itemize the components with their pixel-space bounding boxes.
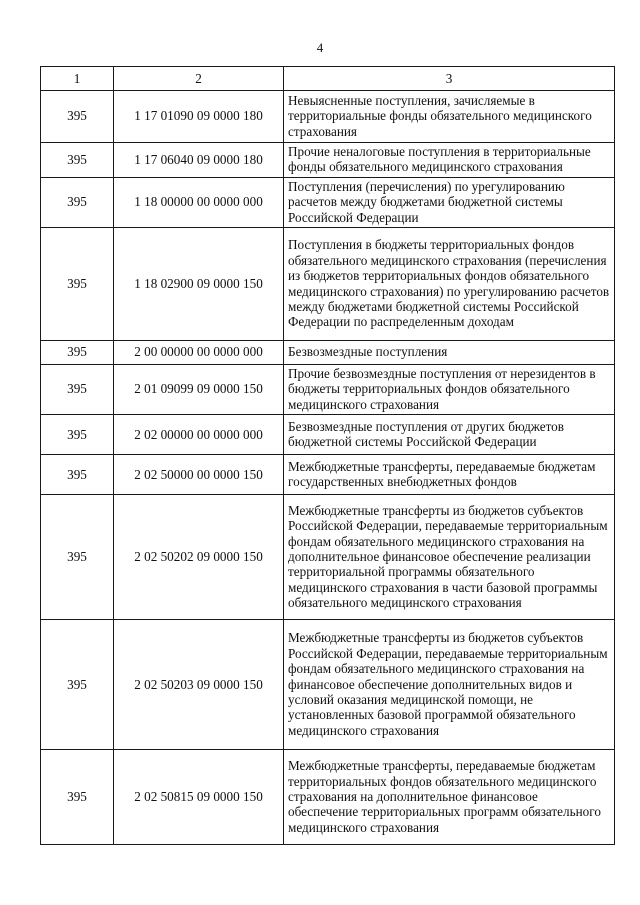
admin-code-cell: 395 bbox=[41, 495, 114, 620]
header-cell: 1 bbox=[41, 67, 114, 91]
revenue-name-cell: Межбюджетные трансферты, передаваемые бюджетам территориальных фондов обязательного медицинского страхования на дополнительное финансовое обеспечение территориальных программ обязательного медицинского страхования bbox=[284, 750, 615, 845]
admin-code-cell: 395 bbox=[41, 620, 114, 750]
budget-code-cell: 1 18 02900 09 0000 150 bbox=[114, 228, 284, 341]
table-row bbox=[41, 620, 615, 750]
revenue-name-cell: Невыясненные поступления, зачисляемые в территориальные фонды обязательного медицинского страхования bbox=[284, 91, 615, 143]
table-row bbox=[41, 228, 615, 341]
table-row bbox=[41, 143, 615, 178]
budget-code-cell: 1 17 06040 09 0000 180 bbox=[114, 143, 284, 178]
admin-code-cell: 395 bbox=[41, 455, 114, 495]
admin-code-cell: 395 bbox=[41, 365, 114, 415]
table-row bbox=[41, 177, 615, 227]
revenue-name-cell: Безвозмездные поступления от других бюджетов бюджетной системы Российской Федерации bbox=[284, 415, 615, 455]
admin-code-cell: 395 bbox=[41, 91, 114, 143]
budget-code-cell: 2 01 09099 09 0000 150 bbox=[114, 365, 284, 415]
admin-code-cell: 395 bbox=[41, 177, 114, 227]
admin-code-cell: 395 bbox=[41, 228, 114, 341]
revenue-name-cell: Прочие неналоговые поступления в территориальные фонды обязательного медицинского страхования bbox=[284, 143, 615, 178]
budget-code-cell: 1 17 01090 09 0000 180 bbox=[114, 91, 284, 143]
revenue-name-cell: Межбюджетные трансферты, передаваемые бюджетам государственных внебюджетных фондов bbox=[284, 455, 615, 495]
table-header-row bbox=[41, 67, 615, 91]
budget-code-cell: 2 02 00000 00 0000 000 bbox=[114, 415, 284, 455]
admin-code-cell: 395 bbox=[41, 415, 114, 455]
budget-code-cell: 2 00 00000 00 0000 000 bbox=[114, 341, 284, 365]
table-row bbox=[41, 750, 615, 845]
budget-codes-table bbox=[40, 66, 615, 845]
header-cell: 2 bbox=[114, 67, 284, 91]
budget-code-cell: 2 02 50203 09 0000 150 bbox=[114, 620, 284, 750]
admin-code-cell: 395 bbox=[41, 143, 114, 178]
revenue-name-cell: Межбюджетные трансферты из бюджетов субъектов Российской Федерации, передаваемые территориальным фондам обязательного медицинского страхования на финансовое обеспечение дополнительных видов и условий оказания медицинской помощи, не установленных базовой программой обязательного медицинского страхования bbox=[284, 620, 615, 750]
table-row bbox=[41, 91, 615, 143]
table-row bbox=[41, 495, 615, 620]
revenue-name-cell: Поступления в бюджеты территориальных фондов обязательного медицинского страхования (перечисления из бюджетов территориальных фондов обязательного медицинского страхования) по урегулированию расчетов между бюджетами бюджетной системы Российской Федерации по распределенным доходам bbox=[284, 228, 615, 341]
table-body bbox=[41, 91, 615, 845]
budget-code-cell: 1 18 00000 00 0000 000 bbox=[114, 177, 284, 227]
table-row bbox=[41, 455, 615, 495]
revenue-name-cell: Межбюджетные трансферты из бюджетов субъектов Российской Федерации, передаваемые территориальным фондам обязательного медицинского страхования на дополнительное финансовое обеспечение реализации территориальной программы обязательного медицинского страхования в части базовой программы обязательного медицинского страхования bbox=[284, 495, 615, 620]
table-row bbox=[41, 341, 615, 365]
revenue-name-cell: Поступления (перечисления) по урегулированию расчетов между бюджетами бюджетной системы Российской Федерации bbox=[284, 177, 615, 227]
page-number: 4 bbox=[316, 40, 324, 55]
admin-code-cell: 395 bbox=[41, 750, 114, 845]
revenue-name-cell: Прочие безвозмездные поступления от нерезидентов в бюджеты территориальных фондов обязательного медицинского страхования bbox=[284, 365, 615, 415]
budget-code-cell: 2 02 50202 09 0000 150 bbox=[114, 495, 284, 620]
header-cell: 3 bbox=[284, 67, 615, 91]
budget-code-cell: 2 02 50815 09 0000 150 bbox=[114, 750, 284, 845]
admin-code-cell: 395 bbox=[41, 341, 114, 365]
revenue-name-cell: Безвозмездные поступления bbox=[284, 341, 615, 365]
table-row bbox=[41, 365, 615, 415]
table-row bbox=[41, 415, 615, 455]
budget-code-cell: 2 02 50000 00 0000 150 bbox=[114, 455, 284, 495]
